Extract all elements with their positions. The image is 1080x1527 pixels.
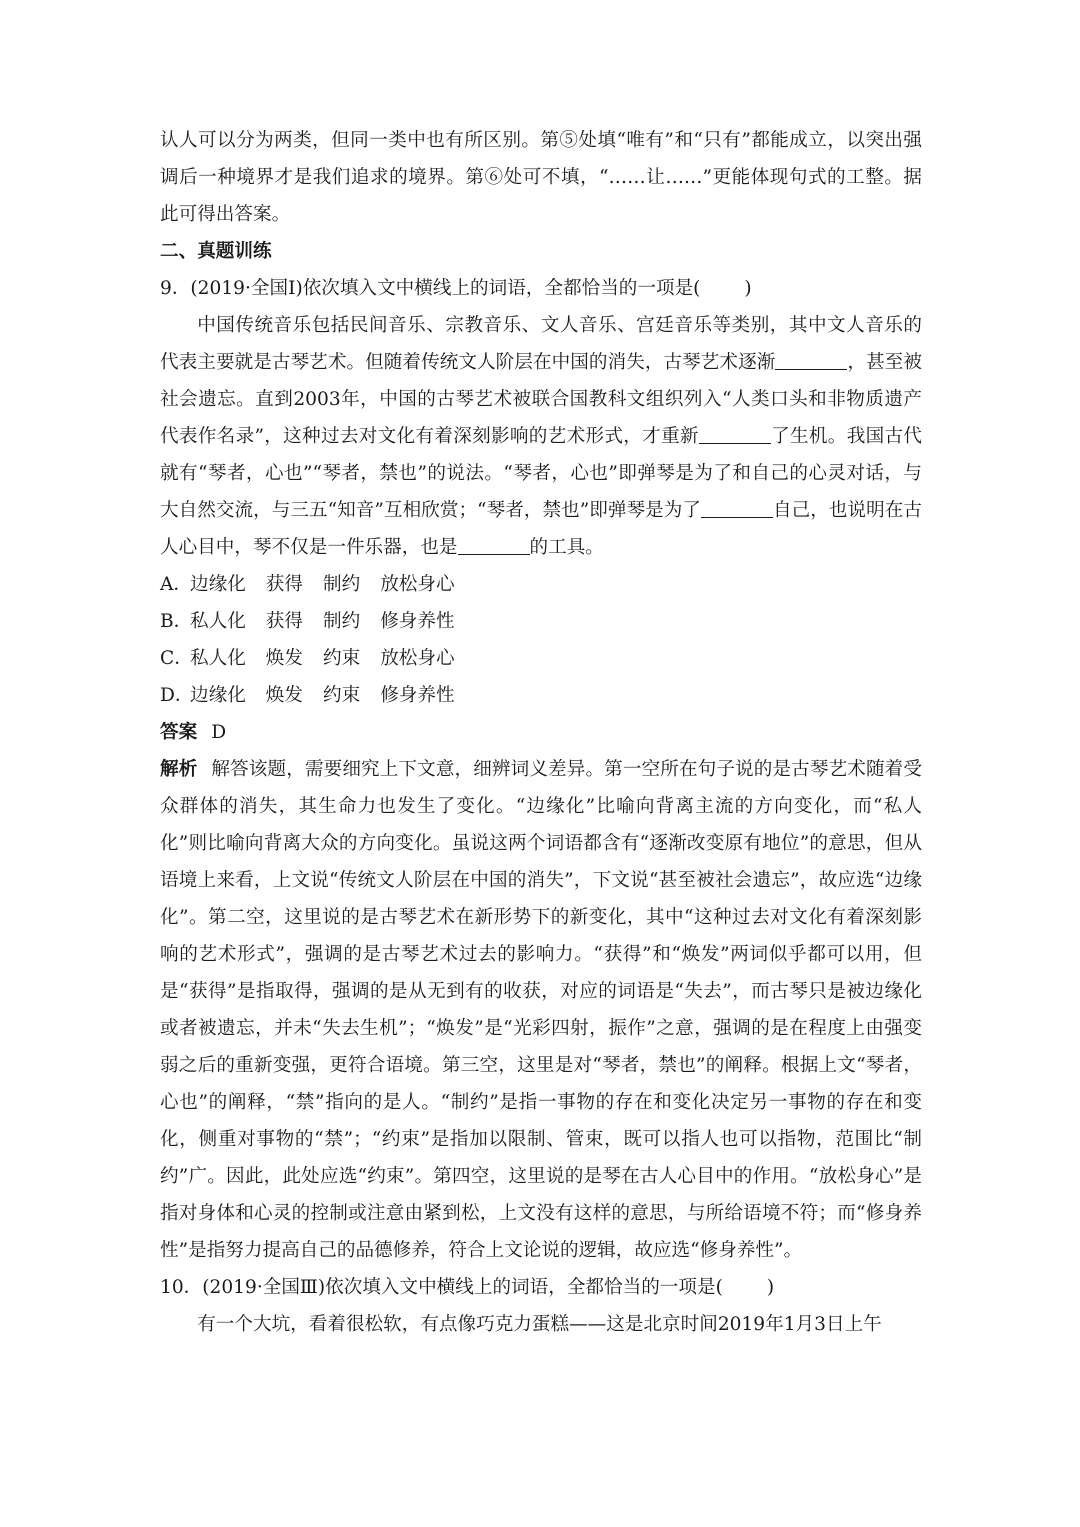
option-letter: C．	[160, 648, 193, 669]
analysis-text: 解答该题，需要细究上下文意，细辨词义差异。第一空所在句子说的是古琴艺术随着受众群体的消失，其生命力也发生了变化。“边缘化”比喻向背离主流的方向变化，而“私人化”则比喻向背离大众的方向变化。虽说这两个词语都含有“逐渐改变原有地位”的意思，但从语境上来看，上文说“传统文人阶层在中国的消失”，下文说“甚至被社会遗忘”，故应选“边缘化”。第二空，这里说的是古琴艺术在新形势下的新变化，其中“这种过去对文化有着深刻影响的艺术形式”，强调的是古琴艺术过去的影响力。“获得”和“焕发”两词似乎都可以用，但是“获得”是指取得，强调的是从无到有的收获，对应的词语是“失去”，而古琴只是被边缘化或者被遗忘，并未“失去生机”；“焕发”是“光彩四射，振作”之意，强调的是在程度上由强变弱之后的重新变强，更符合语境。第三空，这里是对“琴者，禁也”的阐释。根据上文“琴者，心也”的阐释，“禁”指向的是人。“制约”是指一事物的存在和变化决定另一事物的存在和变化，侧重对事物的“禁”；“约束”是指加以限制、管束，既可以指人也可以指物，范围比“制约”广。因此，此处应选“约束”。第四空，这里说的是琴在古人心目中的作用。“放松身心”是指对身体和心灵的控制或注意由紧到松，上文没有这样的意思，与所给语境不符；而“修身养性”是指努力提高自己的品德修养，符合上文论说的逻辑，故应选“修身养性”。	[160, 759, 922, 1261]
option-letter: D．	[160, 685, 194, 706]
option-c	[160, 640, 922, 677]
fill-blank-2	[699, 421, 771, 444]
question-9-stem	[160, 270, 922, 307]
analysis-label: 解析	[160, 759, 198, 780]
question-9-passage	[160, 307, 922, 566]
passage-part-5: 的工具。	[529, 537, 604, 558]
passage-part-4: 自己，也说明在古人心目中，琴不仅是一件乐器，也是	[160, 500, 922, 558]
option-a	[160, 566, 922, 603]
option-word: 放松身心	[380, 574, 455, 595]
option-letter: B．	[160, 611, 193, 632]
option-word: 约束	[323, 648, 361, 669]
passage-part-3: 了生机。我国古代就有“琴者，心也”“琴者，禁也”的说法。“琴者，心也”即弹琴是为了和自己的心灵对话，与大自然交流，与三五“知音”互相欣赏；“琴者，禁也”即弹琴是为了	[160, 426, 922, 521]
question-10-stem	[160, 1269, 922, 1306]
option-letter: A．	[160, 574, 193, 595]
fill-blank-3	[701, 495, 773, 518]
answer-value: D	[211, 722, 227, 743]
passage-part-2: ，甚至被社会遗忘。直到2003年，中国的古琴艺术被联合国教科文组织列入“人类口头和非物质遗产代表作名录”，这种过去对文化有着深刻影响的艺术形式，才重新	[160, 352, 922, 447]
answer-line	[160, 714, 922, 751]
question-10-stem-text: 10．(2019·全国Ⅲ)依次填入文中横线上的词语，全都恰当的一项是(	[160, 1277, 723, 1298]
question-9-stem-close: )	[744, 278, 752, 299]
option-word: 焕发	[265, 648, 303, 669]
option-word: 修身养性	[380, 611, 455, 632]
option-b	[160, 603, 922, 640]
option-word: 放松身心	[380, 648, 455, 669]
option-word: 制约	[323, 611, 361, 632]
intro-paragraph: 认人可以分为两类，但同一类中也有所区别。第⑤处填“唯有”和“只有”都能成立，以突出强调后一种境界才是我们追求的境界。第⑥处可不填，“……让……”更能体现句式的工整。据此可得出答案。	[160, 130, 922, 225]
option-word: 边缘化	[190, 574, 246, 595]
option-word: 私人化	[190, 648, 246, 669]
analysis-paragraph	[160, 751, 922, 1269]
passage-part-1: 中国传统音乐包括民间音乐、宗教音乐、文人音乐、宫廷音乐等类别，其中文人音乐的代表主要就是古琴艺术。但随着传统文人阶层在中国的消失，古琴艺术逐渐	[160, 315, 922, 373]
option-word: 获得	[265, 574, 303, 595]
section-heading: 二、真题训练	[160, 241, 272, 262]
option-word: 制约	[323, 574, 361, 595]
fill-blank-4	[458, 532, 530, 555]
document-page	[160, 122, 922, 1343]
option-d	[160, 677, 922, 714]
question-9-stem-text: 9．(2019·全国Ⅰ)依次填入文中横线上的词语，全都恰当的一项是(	[160, 278, 701, 299]
question-10-stem-close: )	[766, 1277, 775, 1298]
option-word: 焕发	[265, 685, 303, 706]
question-10-passage: 有一个大坑，看着很松软，有点像巧克力蛋糕——这是北京时间2019年1月3日上午	[197, 1314, 882, 1335]
option-word: 私人化	[190, 611, 246, 632]
option-word: 获得	[265, 611, 303, 632]
fill-blank-1	[775, 347, 847, 370]
option-word: 修身养性	[380, 685, 455, 706]
option-word: 约束	[323, 685, 361, 706]
answer-label: 答案	[160, 722, 198, 743]
option-word: 边缘化	[190, 685, 246, 706]
